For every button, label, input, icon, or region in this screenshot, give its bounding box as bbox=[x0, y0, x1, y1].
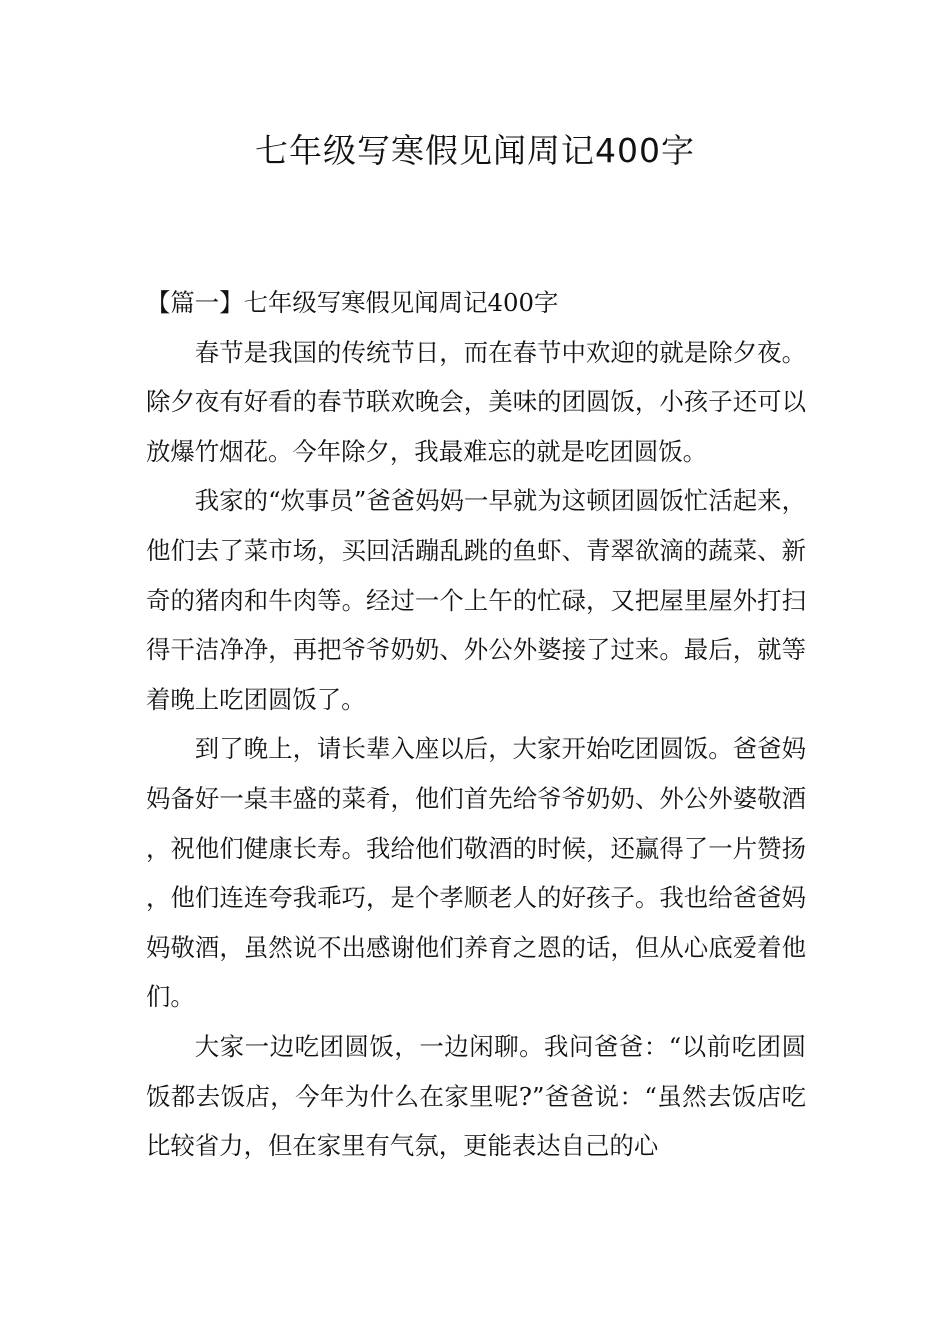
document-title: 七年级写寒假见闻周记400字 bbox=[255, 131, 695, 170]
document-body bbox=[146, 278, 806, 1171]
paragraph-2: 我家的“炊事员”爸爸妈妈一早就为这顿团圆饭忙活起来，他们去了菜市场，买回活蹦乱跳的鱼虾、青翠欲滴的蔬菜、新奇的猪肉和牛肉等。经过一个上午的忙碌，又把屋里屋外打扫得干洁净净，再把爷爷奶奶、外公外婆接了过来。最后，就等着晚上吃团圆饭了。 bbox=[146, 486, 806, 714]
paragraph-3: 到了晚上，请长辈入座以后，大家开始吃团圆饭。爸爸妈妈备好一桌丰盛的菜肴，他们首先给爷爷奶奶、外公外婆敬酒，祝他们健康长寿。我给他们敬酒的时候，还赢得了一片赞扬，他们连连夸我乖巧，是个孝顺老人的好孩子。我也给爸爸妈妈敬酒，虽然说不出感谢他们养育之恩的话，但从心底爱着他们。 bbox=[146, 734, 806, 1012]
section-heading: 【篇一】七年级写寒假见闻周记400字 bbox=[146, 288, 559, 317]
paragraph-1: 春节是我国的传统节日，而在春节中欢迎的就是除夕夜。除夕夜有好看的春节联欢晚会，美味的团圆饭，小孩子还可以放爆竹烟花。今年除夕，我最难忘的就是吃团圆饭。 bbox=[146, 337, 806, 466]
paragraph-4: 大家一边吃团圆饭，一边闲聊。我问爸爸：“以前吃团圆饭都去饭店，今年为什么在家里呢?”爸爸说：“虽然去饭店吃比较省力，但在家里有气氛，更能表达自己的心 bbox=[146, 1031, 806, 1161]
